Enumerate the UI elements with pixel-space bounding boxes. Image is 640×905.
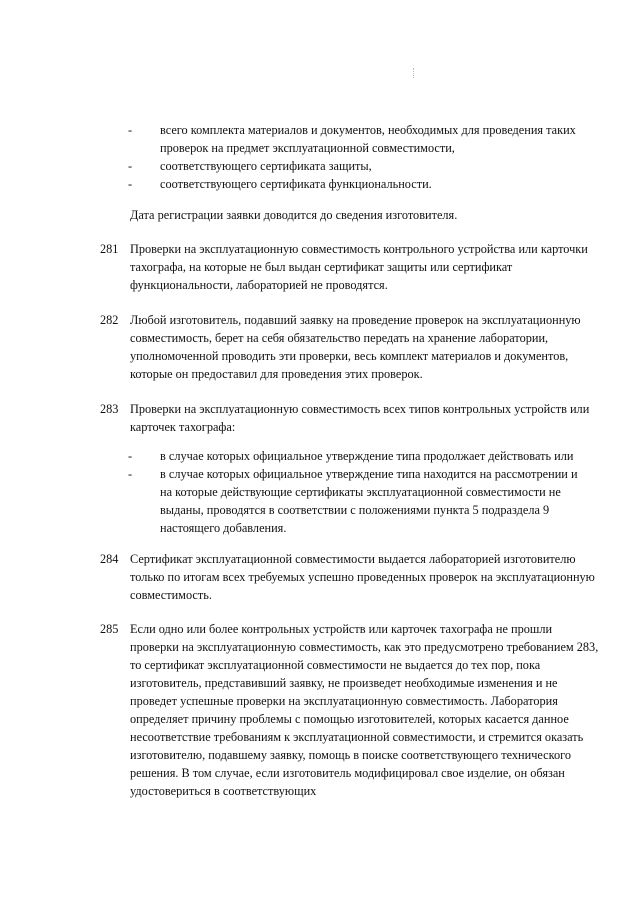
requirement-number: 285 <box>100 622 119 636</box>
requirement-text: Сертификат эксплуатационной совместимости выдается лабораторией изготовителю только по итогам всех требуемых успешно проведенных проверок на эксплуатационную совместимость. <box>130 552 595 602</box>
requirement-283 <box>100 400 600 436</box>
requirement-number: 283 <box>100 402 119 416</box>
requirement-285 <box>100 620 600 800</box>
bullet-dash: - <box>128 159 133 173</box>
requirement-text: Если одно или более контрольных устройств или карточек тахографа не прошли проверки на эксплуатационную совместимость, как это предусмотрено требованием 283, то сертификат эксплуатационной совместимости не выдается до тех пор, пока изготовитель, представивший заявку, не произведет необходимые изменения и не проведет успешные проверки на эксплуатационную совместимость. Лаборатория определяет причину проблемы с помощью изготовителей, которых касается данное несоответствие требованиям к эксплуатационной совместимости, и стремится оказать изготовителю, подавшему заявку, помощь в поиске соответствующего технического решения. В том случае, если изготовитель модифицировал свое изделие, он обязан удостовериться в соответствующих <box>130 622 599 798</box>
requirement-text: Проверки на эксплуатационную совместимость контрольного устройства или карточки тахографа, на которые не был выдан сертификат защиты или сертификат функциональности, лабораторией не проводятся. <box>130 242 588 292</box>
registration-note: Дата регистрации заявки доводится до сведения изготовителя. <box>130 208 458 222</box>
list-item: - всего комплекта материалов и документов, необходимых для проведения таких проверок на предмет эксплуатационной совместимости, <box>128 123 576 155</box>
list-item: - в случае которых официальное утверждение типа находится на рассмотрении и на которые действующие сертификаты эксплуатационной совместимости не выданы, проводятся в соответствии с положениями пункта 5 подраздела 9 настоящего добавления. <box>128 467 578 535</box>
scan-speck <box>413 68 415 78</box>
bullet-dash: - <box>128 177 133 191</box>
list-item: - в случае которых официальное утверждение типа продолжает действовать или <box>128 449 574 463</box>
requirement-text: Проверки на эксплуатационную совместимость всех типов контрольных устройств или карточек тахографа: <box>130 402 590 434</box>
requirement-284 <box>100 550 600 604</box>
list-item: - соответствующего сертификата функциональности. <box>128 177 432 191</box>
bullet-dash: - <box>128 123 133 137</box>
requirement-283-bullets <box>0 447 640 537</box>
requirement-282 <box>100 311 600 383</box>
requirement-number: 282 <box>100 313 119 327</box>
requirement-text: Любой изготовитель, подавший заявку на проведение проверок на эксплуатационную совместимость, берет на себя обязательство передать на хранение лаборатории, уполномоченной проводить эти проверки, весь комплект материалов и документов, которые он предоставил для проведения этих проверок. <box>130 313 581 381</box>
bullet-dash: - <box>128 467 133 481</box>
requirement-number: 281 <box>100 242 119 256</box>
top-bullet-list <box>0 121 640 193</box>
bullet-dash: - <box>128 449 133 463</box>
requirement-number: 284 <box>100 552 119 566</box>
list-item: - соответствующего сертификата защиты, <box>128 159 372 173</box>
requirement-281 <box>100 240 600 294</box>
